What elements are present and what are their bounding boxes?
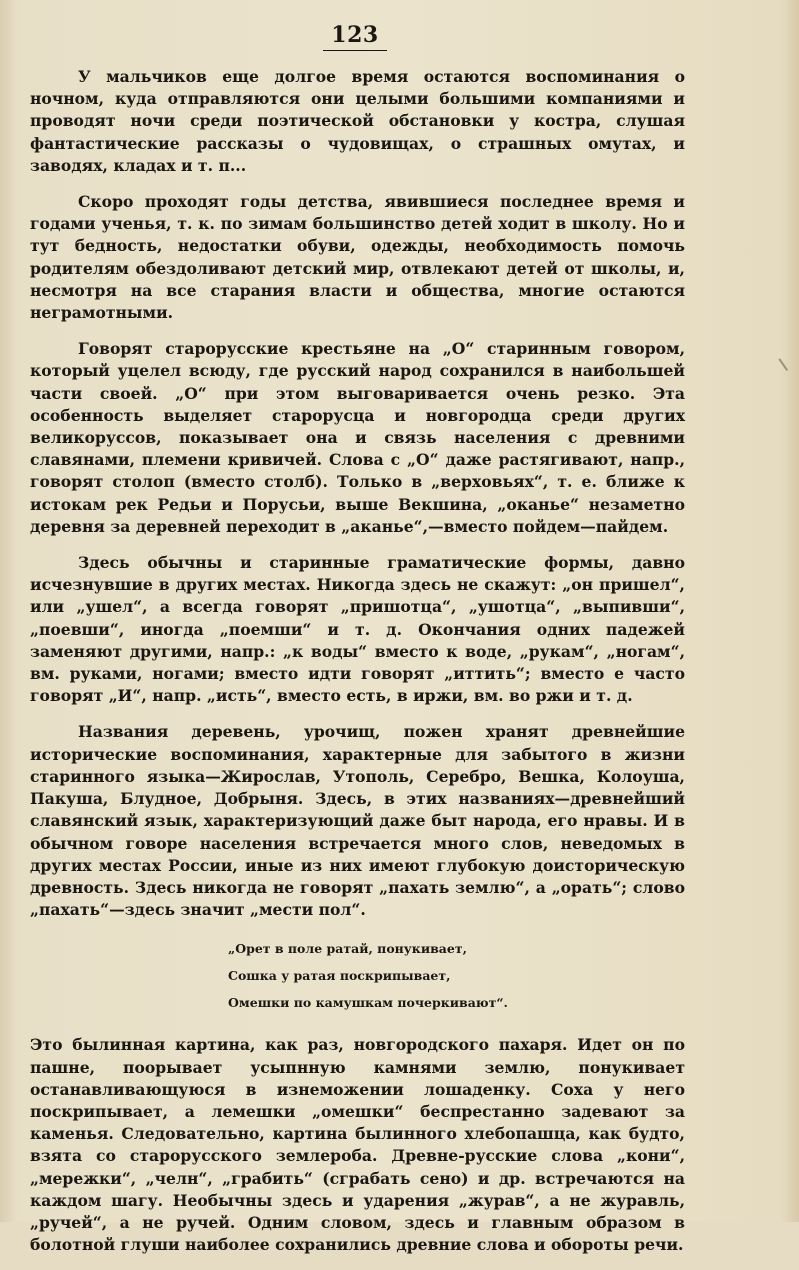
paragraph-place-names: Названия деревень, урочищ, пожен хранят древнейшие исторические воспоминания, характерные для забытого в жизни старинного языка—Жирослав, Утополь, Серебро, Вешка, Колоуша, Пакуша, Блудное, Добрыня. Здесь, в этих названиях—древнейший славянский язык, характеризующий даже быт народа, его нравы. И в обычном говоре населения встречается много слов, неведомых в других местах России, иные из них имеют глубокую доисторическую древность. Здесь никогда не говорят „пахать землю“, а „орать“; слово „пахать“—здесь значит „мести пол“. [30, 722, 685, 920]
poem-line-2: Сошка у ратая поскрипывает, [228, 968, 451, 984]
paragraph-childhood-school: Скоро проходят годы детства, явившиеся последнее время и годами ученья, т. к. по зимам большинство детей ходит в школу. Но и тут бедность, недостатки обуви, одежды, необходимость помочь родителям обездоливают детский мир, отвлекают детей от школы, и, несмотря на все старания власти и общества, многие остаются неграмотными. [30, 192, 685, 323]
paragraph-grammar-forms: Здесь обычны и старинные граматические формы, давно исчезнувшие в других местах. Никогда здесь не скажут: „он пришел“, или „ушел“, а всегда говорят „пришотца“, „ушотца“, „выпивши“, „поевши“, иногда „поемши“ и т. д. Окончания одних падежей заменяют другими, напр.: „к воды“ вместо к воде, „рукам“, „ногам“, вм. руками, ногами; вместо идти говорят „иттить“; вместо е часто говорят „И“, напр. „исть“, вместо есть, в иржи, вм. во ржи и т. д. [30, 553, 685, 706]
paragraph-night-pasture: У мальчиков еще долгое время остаются воспоминания о ночном, куда отправляются они целыми большими компаниями и проводят ночи среди поэтической обстановки у костра, слушая фантастические рассказы о чудовищах, о страшных омутах, и заводях, кладах и т. п... [30, 67, 685, 175]
poem-line-3: Омешки по камушкам почеркивают“. [228, 995, 508, 1011]
page-body [30, 66, 685, 1270]
page-number-text: 123 [323, 22, 386, 51]
page-number [0, 22, 710, 51]
poem-line-1: „Орет в поле ратай, понукивает, [228, 941, 467, 957]
byliny-quote [30, 935, 685, 1016]
paragraph-ploughman: Это былинная картина, как раз, новгородского пахаря. Идет он по пашне, поорывает усыпнную камнями землю, понукивает останавливающуюся в изнеможении лошаденку. Соха у него поскрипывает, а лемешки „омешки“ беспрестанно задевают за каменья. Следовательно, картина былинного хлебопашца, как будто, взята со старорусского землероба. Древне-русские слова „кони“, „мережки“, „челн“, „грабить“ (сграбать сено) и др. встречаются на каждом шагу. Необычны здесь и ударения „журав“, а не журавль, „ручей“, а не ручей. Одним словом, здесь и главным образом в болотной глуши наиболее сохранились древние слова и обороты речи. [30, 1035, 685, 1255]
paragraph-o-dialect: Говорят старорусские крестьяне на „О“ старинным говором, который уцелел всюду, где русский народ сохранился в наибольшей части своей. „О“ при этом выговаривается очень резко. Эта особенность выделяет старорусца и новгородца среди других великоруссов, показывает она и связь населения с древними славянами, племени кривичей. Слова с „О“ даже растягивают, напр., говорят столоп (вместо столб). Только в „верховьях“, т. е. ближе к истокам рек Редьи и Порусьи, выше Векшина, „оканье“ незаметно деревня за деревней переходит в „аканье“,—вместо пойдем—пайдем. [30, 339, 685, 536]
margin-mark [772, 358, 788, 375]
